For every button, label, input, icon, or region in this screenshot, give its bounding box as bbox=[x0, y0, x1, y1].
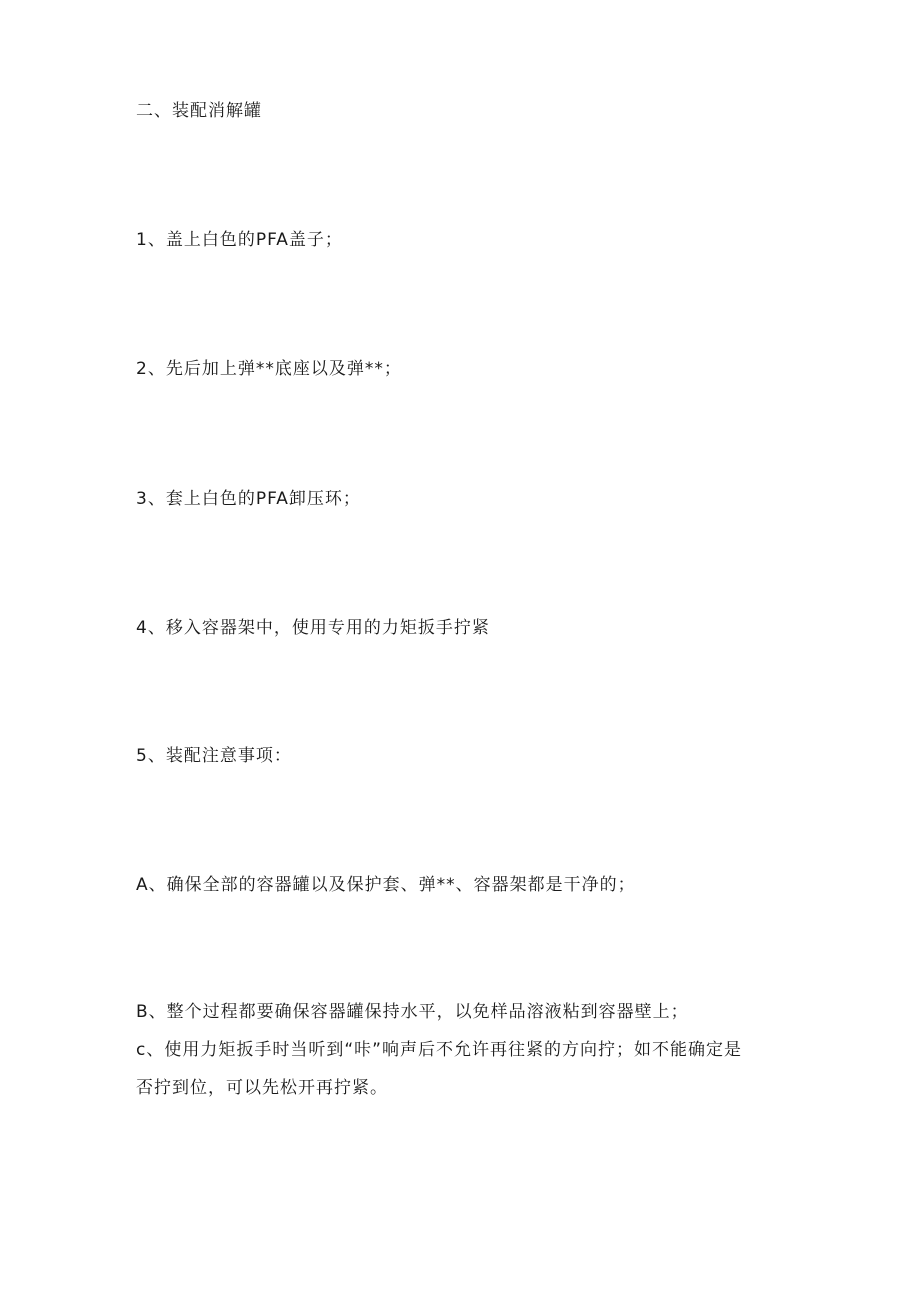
note-a: A、确保全部的容器罐以及保护套、弹**、容器架都是干净的； bbox=[136, 875, 636, 895]
step-1: 1、盖上白色的PFA盖子； bbox=[136, 230, 343, 250]
section-heading: 二、装配消解罐 bbox=[136, 101, 262, 121]
note-b: B、整个过程都要确保容器罐保持水平，以免样品溶液粘到容器壁上； bbox=[136, 1002, 689, 1022]
step-5: 5、装配注意事项： bbox=[136, 746, 292, 766]
step-4: 4、移入容器架中，使用专用的力矩扳手拧紧 bbox=[136, 618, 490, 638]
step-3: 3、套上白色的PFA卸压环； bbox=[136, 489, 361, 509]
note-c-line-2: 否拧到位，可以先松开再拧紧。 bbox=[136, 1078, 388, 1098]
step-2: 2、先后加上弹**底座以及弹**； bbox=[136, 359, 402, 379]
note-c-line-1: c、使用力矩扳手时当听到“咔”响声后不允许再往紧的方向拧；如不能确定是 bbox=[136, 1040, 742, 1060]
